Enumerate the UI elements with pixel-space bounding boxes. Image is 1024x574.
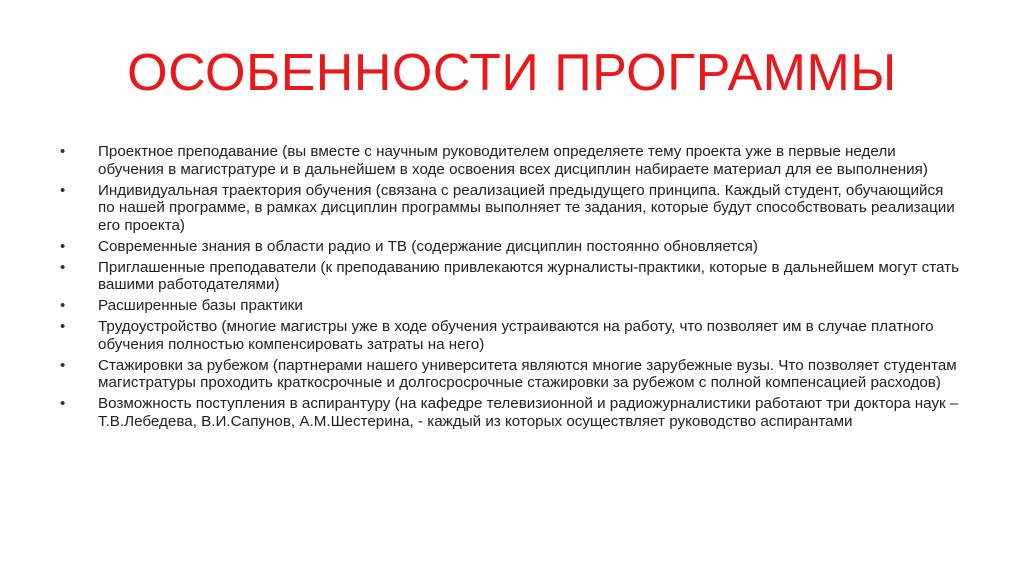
list-item-text: Стажировки за рубежом (партнерами нашего университета являются многие зарубежные вузы. Что позволяет студентам магистратуры проходить краткосрочные и долгосросрочные стажировки за рубежом с полной компенсацией расходов) xyxy=(98,356,957,391)
list-item xyxy=(60,318,960,353)
list-item xyxy=(60,297,960,315)
bullet-icon: • xyxy=(60,395,66,412)
slide-title: ОСОБЕННОСТИ ПРОГРАММЫ xyxy=(127,44,897,102)
list-item xyxy=(60,182,960,235)
list-item xyxy=(60,238,960,256)
bullet-icon: • xyxy=(60,297,66,314)
list-item-text: Индивидуальная траектория обучения (связана с реализацией предыдущего принципа. Каждый студент, обучающийся по нашей программе, в рамках дисциплин программы выполняет те задания, которые будут способствовать реализации его проекта) xyxy=(98,181,955,234)
list-item-text: Возможность поступления в аспирантуру (на кафедре телевизионной и радиожурналистики работают три доктора наук – Т.В.Лебедева, В.И.Сапунов, А.М.Шестерина, - каждый из которых осуществляет руководство аспирантами xyxy=(98,395,959,430)
list-item xyxy=(60,357,960,392)
list-item-text: Трудоустройство (многие магистры уже в ходе обучения устраиваются на работу, что позволяет им в случае платного обучения полностью компенсировать затраты на него) xyxy=(98,318,934,353)
bullet-icon: • xyxy=(60,237,66,255)
list-item-text: Проектное преподавание (вы вместе с научным руководителем определяете тему проекта уже в первые недели обучения в магистратуре и в дальнейшем в ходе освоения всех дисциплин набираете материал для ее выполнения) xyxy=(98,143,928,178)
list-item-text: Приглашенные преподаватели (к преподаванию привлекаются журналисты-практики, которые в дальнейшем могут стать вашими работодателями) xyxy=(98,258,959,293)
list-item xyxy=(60,395,960,430)
list-item xyxy=(60,259,960,294)
bullet-icon: • xyxy=(60,356,66,374)
bullet-icon: • xyxy=(60,181,66,199)
bullet-list xyxy=(60,143,960,434)
bullet-icon: • xyxy=(60,318,66,335)
bullet-icon: • xyxy=(60,258,66,276)
bullet-icon: • xyxy=(60,143,66,160)
list-item-text: Современные знания в области радио и ТВ (содержание дисциплин постоянно обновляется) xyxy=(98,237,758,255)
list-item-text: Расширенные базы практики xyxy=(98,297,303,314)
list-item xyxy=(60,143,960,178)
